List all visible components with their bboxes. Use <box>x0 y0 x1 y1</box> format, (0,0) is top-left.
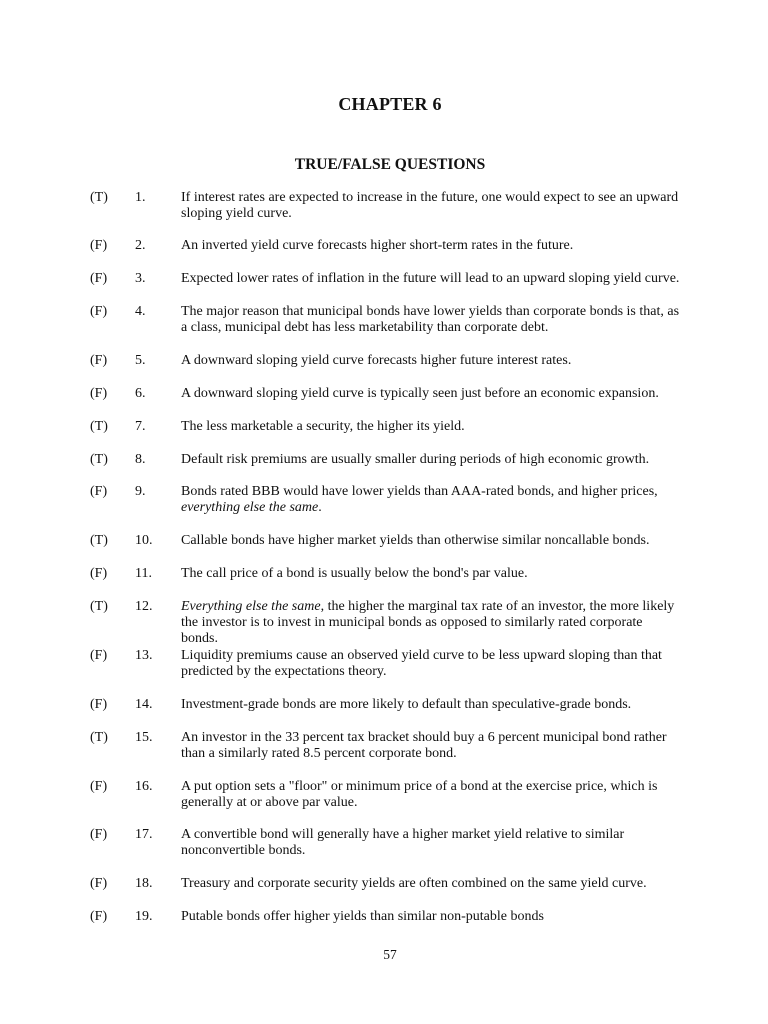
question-text-suffix: . <box>318 500 322 515</box>
question-number: 12. <box>135 599 153 614</box>
question-text-body: An investor in the 33 percent tax bracket should buy a 6 percent municipal bond rather than a similarly rated 8.5 percent corporate bond. <box>181 730 667 761</box>
question-item <box>0 697 768 715</box>
page-number: 57 <box>383 947 397 962</box>
question-number: 7. <box>135 419 146 434</box>
question-item <box>0 533 768 551</box>
question-number: 3. <box>135 271 146 286</box>
answer-key: (F) <box>90 648 108 663</box>
question-text <box>181 779 681 811</box>
answer-key: (T) <box>90 452 108 467</box>
question-text <box>181 697 681 713</box>
question-text-body: The less marketable a security, the higher its yield. <box>181 419 465 434</box>
answer-key: (F) <box>90 386 108 401</box>
question-text-body: Expected lower rates of inflation in the future will lead to an upward sloping yield curve. <box>181 271 680 286</box>
answer-key: (F) <box>90 779 108 794</box>
question-text <box>181 533 681 549</box>
question-item <box>0 190 768 221</box>
question-text <box>181 419 681 435</box>
answer-key: (F) <box>90 304 108 319</box>
question-item <box>0 353 768 371</box>
question-number: 9. <box>135 484 146 499</box>
question-text-body: A put option sets a "floor" or minimum price of a bond at the exercise price, which is generally at or above par value. <box>181 779 658 810</box>
question-number: 15. <box>135 730 153 745</box>
question-number: 13. <box>135 648 153 663</box>
question-item <box>0 419 768 437</box>
question-text-body: Investment-grade bonds are more likely to default than speculative-grade bonds. <box>181 697 632 712</box>
answer-key: (F) <box>90 484 108 499</box>
question-text <box>181 909 681 925</box>
question-item <box>0 599 768 646</box>
question-text <box>181 353 681 369</box>
question-text-body: The call price of a bond is usually below the bond's par value. <box>181 566 528 581</box>
question-item <box>0 827 768 858</box>
question-text-body: Default risk premiums are usually smaller during periods of high economic growth. <box>181 452 650 467</box>
question-number: 19. <box>135 909 153 924</box>
question-text <box>181 566 681 582</box>
question-text-emphasis: everything else the same <box>181 500 319 515</box>
question-text <box>181 599 681 647</box>
answer-key: (F) <box>90 876 108 891</box>
answer-key: (F) <box>90 909 108 924</box>
answer-key: (F) <box>90 697 108 712</box>
answer-key: (T) <box>90 730 108 745</box>
question-item <box>0 730 768 761</box>
chapter-title: CHAPTER 6 <box>338 94 442 114</box>
question-text-body: A convertible bond will generally have a higher market yield relative to similar nonconvertible bonds. <box>181 827 625 858</box>
question-number: 5. <box>135 353 146 368</box>
question-text <box>181 304 681 336</box>
question-item <box>0 386 768 404</box>
question-number: 16. <box>135 779 153 794</box>
question-item <box>0 876 768 894</box>
question-number: 14. <box>135 697 153 712</box>
question-text-body: The major reason that municipal bonds have lower yields than corporate bonds is that, as a class, municipal debt has less marketability than corporate debt. <box>181 304 680 335</box>
question-number: 4. <box>135 304 146 319</box>
question-text-body: A downward sloping yield curve is typically seen just before an economic expansion. <box>181 386 659 401</box>
question-text <box>181 648 681 680</box>
question-text <box>181 238 681 254</box>
question-number: 8. <box>135 452 146 467</box>
answer-key: (F) <box>90 238 108 253</box>
question-text <box>181 386 681 402</box>
question-number: 17. <box>135 827 153 842</box>
question-text-body: Liquidity premiums cause an observed yield curve to be less upward sloping than that predicted by the expectations theory. <box>181 648 662 679</box>
question-text <box>181 452 681 468</box>
question-text-body: A downward sloping yield curve forecasts higher future interest rates. <box>181 353 572 368</box>
question-text <box>181 484 681 516</box>
question-number: 11. <box>135 566 152 581</box>
question-item <box>0 271 768 289</box>
question-text <box>181 876 681 892</box>
question-item <box>0 484 768 515</box>
answer-key: (T) <box>90 419 108 434</box>
answer-key: (T) <box>90 190 108 205</box>
question-item <box>0 909 768 927</box>
question-text <box>181 271 681 287</box>
section-title: TRUE/FALSE QUESTIONS <box>294 156 486 173</box>
answer-key: (F) <box>90 353 108 368</box>
answer-key: (F) <box>90 566 108 581</box>
question-item <box>0 648 768 679</box>
question-text-body: Putable bonds offer higher yields than similar non-putable bonds <box>181 909 544 924</box>
question-item <box>0 452 768 470</box>
question-number: 6. <box>135 386 146 401</box>
question-text-body: An inverted yield curve forecasts higher short-term rates in the future. <box>181 238 574 253</box>
question-number: 1. <box>135 190 146 205</box>
answer-key: (T) <box>90 533 108 548</box>
question-text <box>181 190 681 222</box>
answer-key: (F) <box>90 271 108 286</box>
question-text-body: Callable bonds have higher market yields than otherwise similar noncallable bonds. <box>181 533 650 548</box>
question-number: 18. <box>135 876 153 891</box>
question-item <box>0 238 768 256</box>
question-text-body: Bonds rated BBB would have lower yields than AAA-rated bonds, and higher prices, <box>181 484 658 499</box>
question-text-body: If interest rates are expected to increase in the future, one would expect to see an upward sloping yield curve. <box>181 190 679 221</box>
answer-key: (T) <box>90 599 108 614</box>
question-text <box>181 827 681 859</box>
question-item <box>0 304 768 335</box>
question-number: 10. <box>135 533 153 548</box>
answer-key: (F) <box>90 827 108 842</box>
question-text <box>181 730 681 762</box>
question-item <box>0 566 768 584</box>
question-number: 2. <box>135 238 146 253</box>
question-text-body: , the higher the marginal tax rate of an investor, the more likely the investor is to invest in municipal bonds as opposed to similarly rated corporate bonds. <box>181 599 675 646</box>
question-text-body: Treasury and corporate security yields are often combined on the same yield curve. <box>181 876 647 891</box>
question-text-emphasis: Everything else the same <box>181 599 321 614</box>
question-item <box>0 779 768 810</box>
